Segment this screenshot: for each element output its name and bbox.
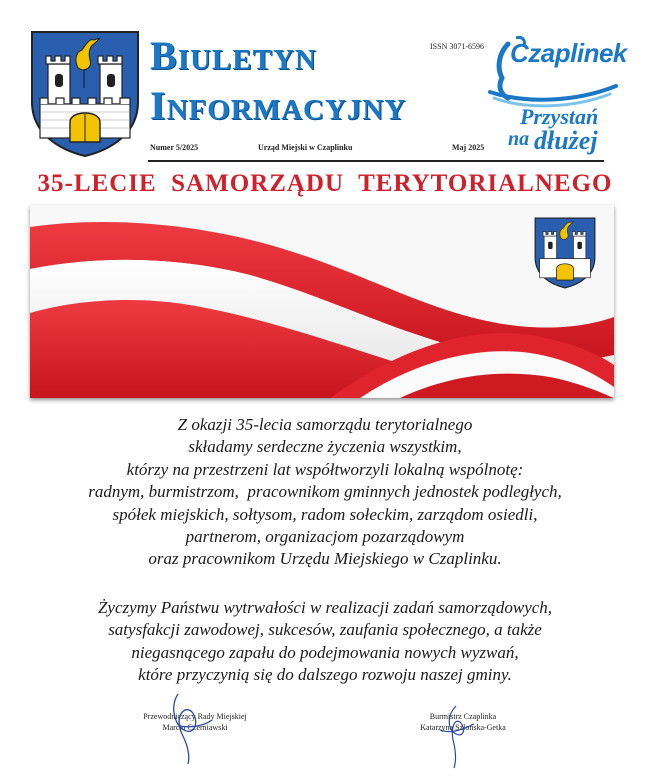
greeting-line: partnerom, organizacjom pozarządowym — [185, 527, 465, 547]
signature-block-mayor — [388, 711, 538, 733]
signature-block-chairman — [120, 711, 270, 733]
banner-coat-of-arms — [534, 215, 596, 291]
white-red-ribbon-graphic — [30, 205, 614, 398]
brand-tagline-1: Przystań — [520, 104, 599, 129]
brand-tagline-3: dłużej — [534, 126, 598, 155]
wishes-line: Życzymy Państwu wytrwałości w realizacji zadań samorządowych, — [97, 598, 553, 617]
greeting-line: Z okazji 35-lecia samorządu terytorialnego — [177, 415, 473, 434]
title-initial-1: B — [150, 33, 178, 78]
wishes-paragraph — [0, 597, 650, 687]
greeting-line: którzy na przestrzeni lat współtworzyli lokalną wspólnotę: — [126, 459, 524, 479]
bulletin-title-line-1 — [150, 34, 317, 87]
title-rest-1: IULETYN — [177, 44, 317, 76]
wishes-line: które przyczynią się do dalszego rozwoju naszej gminy. — [138, 665, 512, 685]
headline: 35-LECIE SAMORZĄDU TERYTORIALNEGO — [37, 170, 613, 197]
issue-number: Numer 5/2025 — [150, 143, 199, 152]
signature-role: Przewodniczący Rady Miejskiej — [143, 712, 247, 721]
publisher: Urząd Miejski w Czaplinku — [258, 143, 353, 152]
signature-name: Katarzyna Szlońska-Getka — [420, 723, 506, 732]
greeting-line: składamy serdeczne życzenia wszystkim, — [188, 437, 462, 457]
brand-tagline-2: na — [508, 128, 530, 150]
czaplinek-brand-logo — [486, 34, 627, 164]
greeting-line: oraz pracownikom Urzędu Miejskiego w Czaplinku. — [148, 549, 502, 569]
title-initial-2: I — [150, 83, 167, 128]
wishes-line: niegasnącego zapału do podejmowania nowych wyzwań, — [131, 642, 519, 662]
brand-name: Czaplinek — [510, 38, 627, 68]
greeting-paragraph — [0, 414, 650, 571]
greeting-line: radnym, burmistrzom, pracownikom gminnych jednostek podległych, — [88, 482, 562, 502]
wishes-line: satysfakcji zawodowej, sukcesów, zaufania społecznego, a także — [108, 620, 542, 640]
flag-ribbon-banner — [30, 205, 614, 398]
greeting-line: spółek miejskich, sołtysom, radom sołeckim, zarządom osiedli, — [112, 504, 538, 524]
issue-date: Maj 2025 — [452, 143, 485, 152]
signature-role: Burmistrz Czaplinka — [429, 712, 497, 721]
title-rest-2: NFORMACYJNY — [166, 94, 407, 126]
town-coat-of-arms — [30, 30, 140, 158]
bulletin-title-line-2 — [150, 84, 406, 137]
issn-number: ISSN 3071-6596 — [430, 42, 485, 51]
signature-name: Marcin Czerniawski — [162, 723, 228, 732]
